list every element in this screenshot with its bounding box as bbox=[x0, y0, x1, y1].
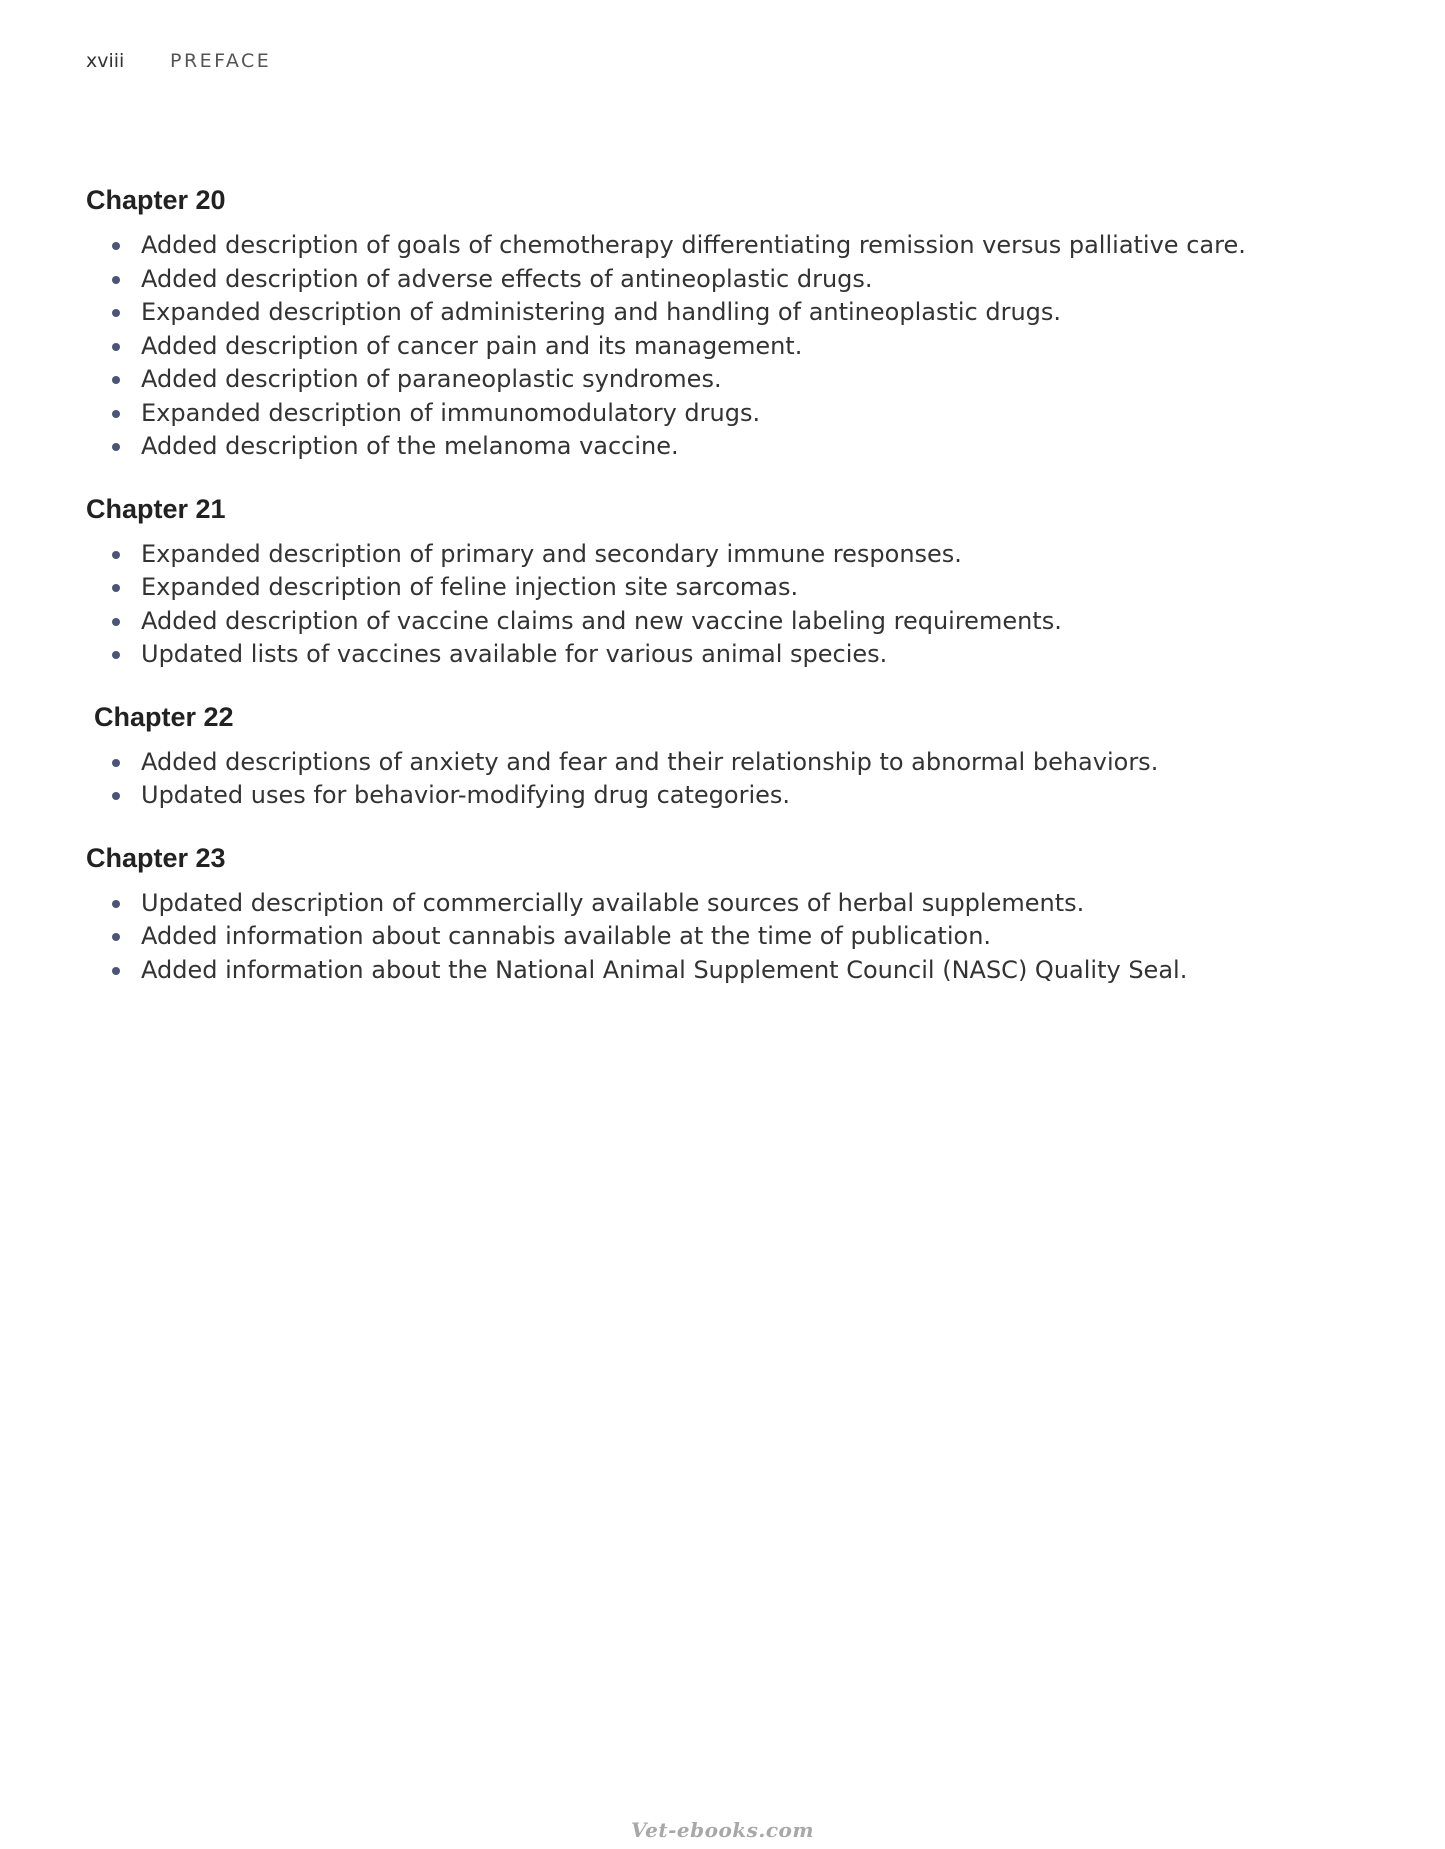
bullet-list bbox=[86, 229, 1366, 464]
bullet-icon bbox=[112, 933, 120, 941]
list-item-text: Added information about cannabis available at the time of publication. bbox=[141, 922, 992, 950]
list-item bbox=[86, 571, 1366, 605]
list-item bbox=[86, 430, 1366, 464]
list-item-text: Expanded description of administering and handling of antineoplastic drugs. bbox=[141, 298, 1062, 326]
list-item-text: Added description of goals of chemotherapy differentiating remission versus palliative care. bbox=[141, 231, 1246, 259]
list-item-text: Added descriptions of anxiety and fear and their relationship to abnormal behaviors. bbox=[141, 747, 1159, 776]
page-number: xviii bbox=[86, 50, 125, 72]
bullet-icon bbox=[112, 376, 120, 384]
chapter-heading: Chapter 21 bbox=[86, 493, 226, 524]
running-head bbox=[86, 48, 271, 74]
bullet-icon bbox=[112, 343, 120, 351]
list-item bbox=[86, 779, 1366, 813]
running-title: PREFACE bbox=[170, 50, 272, 72]
bullet-icon bbox=[112, 309, 120, 317]
list-item bbox=[86, 363, 1366, 397]
chapter-section bbox=[86, 183, 1366, 464]
bullet-icon bbox=[112, 618, 120, 626]
bullet-icon bbox=[112, 410, 120, 418]
chapter-heading: Chapter 22 bbox=[94, 701, 234, 732]
bullet-icon bbox=[112, 900, 120, 908]
bullet-icon bbox=[112, 276, 120, 284]
bullet-icon bbox=[112, 792, 120, 800]
bullet-icon bbox=[112, 759, 120, 767]
list-item-text: Updated lists of vaccines available for various animal species. bbox=[141, 640, 888, 668]
list-item bbox=[86, 920, 1366, 954]
list-item bbox=[86, 746, 1366, 780]
bullet-icon bbox=[112, 584, 120, 592]
list-item-text: Updated description of commercially available sources of herbal supplements. bbox=[141, 888, 1085, 917]
chapter-section bbox=[86, 841, 1366, 988]
list-item bbox=[86, 954, 1366, 988]
list-item bbox=[86, 638, 1366, 672]
preface-content bbox=[86, 183, 1366, 987]
bullet-list bbox=[86, 746, 1366, 813]
list-item-text: Added description of the melanoma vaccine. bbox=[141, 432, 679, 460]
list-item-text: Added information about the National Animal Supplement Council (NASC) Quality Seal. bbox=[141, 955, 1188, 984]
bullet-icon bbox=[112, 242, 120, 250]
list-item bbox=[86, 605, 1366, 639]
list-item-text: Added description of paraneoplastic syndromes. bbox=[141, 365, 722, 393]
list-item-text: Added description of vaccine claims and new vaccine labeling requirements. bbox=[141, 606, 1062, 635]
chapter-heading: Chapter 23 bbox=[86, 842, 226, 873]
bullet-icon bbox=[112, 967, 120, 975]
list-item-text: Added description of cancer pain and its management. bbox=[141, 331, 803, 360]
list-item bbox=[86, 887, 1366, 921]
list-item bbox=[86, 330, 1366, 364]
bullet-list bbox=[86, 887, 1366, 988]
list-item bbox=[86, 397, 1366, 431]
list-item-text: Added description of adverse effects of antineoplastic drugs. bbox=[141, 264, 873, 293]
chapter-section bbox=[86, 700, 1366, 813]
list-item bbox=[86, 263, 1366, 297]
list-item-text: Expanded description of feline injection site sarcomas. bbox=[141, 573, 799, 601]
watermark: Vet-ebooks.com bbox=[630, 1818, 815, 1842]
bullet-list bbox=[86, 538, 1366, 672]
list-item bbox=[86, 538, 1366, 572]
chapter-heading: Chapter 20 bbox=[86, 185, 226, 215]
list-item-text: Updated uses for behavior-modifying drug categories. bbox=[141, 781, 791, 809]
bullet-icon bbox=[112, 551, 120, 559]
chapter-section bbox=[86, 492, 1366, 672]
list-item-text: Expanded description of immunomodulatory drugs. bbox=[141, 398, 761, 427]
bullet-icon bbox=[112, 651, 120, 659]
list-item-text: Expanded description of primary and secondary immune responses. bbox=[141, 539, 962, 568]
list-item bbox=[86, 296, 1366, 330]
list-item bbox=[86, 229, 1366, 263]
bullet-icon bbox=[112, 443, 120, 451]
